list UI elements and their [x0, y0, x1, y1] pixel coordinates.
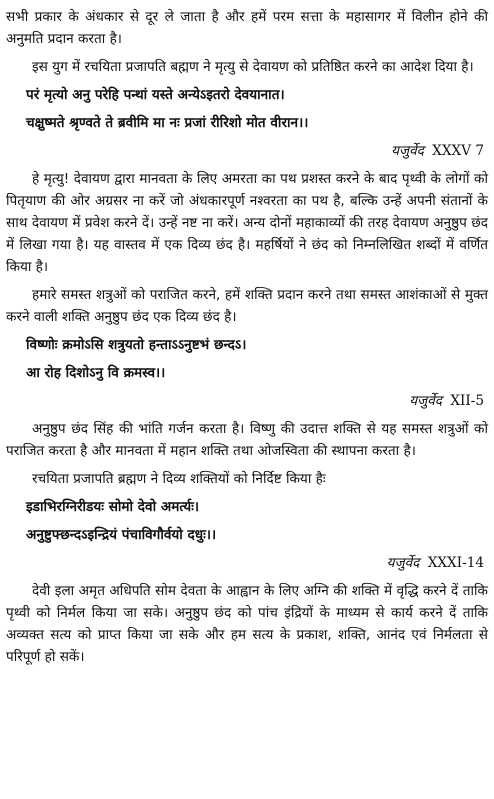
verse-reference — [6, 552, 484, 574]
paragraph: सभी प्रकार के अंधकार से दूर ले जाता है और हमें परम सत्ता के महासागर में विलीन होने की अनुमति प्रदान करता है। — [6, 9, 488, 47]
reference-source: यजुर्वेद — [386, 555, 420, 571]
reference-source: यजुर्वेद — [409, 393, 442, 409]
paragraph: हमारे समस्त शत्रुओं को पराजित करने, हमें शक्ति प्रदान करने तथा समस्त आशंकाओं से मुक्त करने वाली शक्ति अनुष्ठुप छंद एक दिव्य छंद है। — [6, 287, 488, 325]
paragraph: अनुष्ठुप छंद सिंह की भांति गर्जन करता है। विष्णु की उदात्त शक्ति से यह समस्त शत्रुओं को पराजित करता है और मानवता में महान शक्ति तथा ओजस्विता की स्थापना करता है। — [6, 421, 488, 459]
verse-line: चक्षुष्मते श्रृण्वते ते ब्रवीमि मा नः प्रजां रीरिशो मोत वीरान।। — [26, 115, 309, 131]
verse-reference — [6, 390, 484, 412]
verse-line: इडाभिरग्निरीडयः सोमो देवो अमर्त्यः। — [26, 499, 200, 515]
verse-reference — [6, 140, 484, 162]
verse-line: विष्णोः क्रमोऽसि शत्रुयतो हन्ताऽऽनुष्टभं छन्दऽ। — [26, 337, 247, 353]
verse-line: परं मृत्यो अनु परेहि पन्थां यस्ते अन्येऽइतरो देवयानात। — [26, 87, 285, 103]
paragraph: रचयिता प्रजापति ब्रह्मण ने दिव्य शक्तियों को निर्दिष्ट किया हैः — [32, 471, 326, 487]
paragraph: इस युग में रचयिता प्रजापति बह्मण ने मृत्यु से देवायण को प्रतिष्ठित करने का आदेश दिया है। — [32, 59, 474, 75]
reference-source: यजुर्वेद — [391, 143, 424, 159]
reference-number: XXXI-14 — [427, 555, 484, 571]
paragraph: देवी इला अमृत अधिपति सोम देवता के आह्वान के लिए अग्नि की शक्ति में वृद्धि करने दें ताकि पृथ्वी को निर्मल किया जा सके। अनुष्ठुप छंद को पांच इंद्रियों के माध्यम से कार्य करने दें ताकि अव्यक्त सत्य को प्राप्त किया जा सके और हम सत्य के प्रकाश, शक्ति, आनंद एवं निर्मलता से परिपूर्ण हो सकें। — [6, 583, 488, 665]
reference-number: XII-5 — [450, 393, 484, 409]
paragraph: हे मृत्यु! देवायण द्वारा मानवता के लिए अमरता का पथ प्रशस्त करने के बाद पृथ्वी के लोगों को पितृयाण की ओर अग्रसर ना करें जो अंधकारपूर्ण नश्वरता का पथ है, बल्कि उन्हें अपनी संतानों के साथ देवायण में प्रवेश करने दें। उन्हें नष्ट ना करें। अन्य दोनों महाकाव्यों की तरह देवायण अनुष्ठुप छंद में लिखा गया है। यह वास्तव में एक दिव्य छंद है। महर्षियों ने छंद को निम्नलिखित शब्दों में वर्णित किया है। — [6, 171, 488, 275]
reference-number: XXXV 7 — [432, 143, 484, 159]
verse-line: आ रोह दिशोऽनु वि क्रमस्व।। — [26, 365, 166, 381]
verse-line: अनुष्टुफ्छन्दऽइन्द्रियं पंचाविगौर्वयो दधुः।। — [26, 527, 217, 543]
